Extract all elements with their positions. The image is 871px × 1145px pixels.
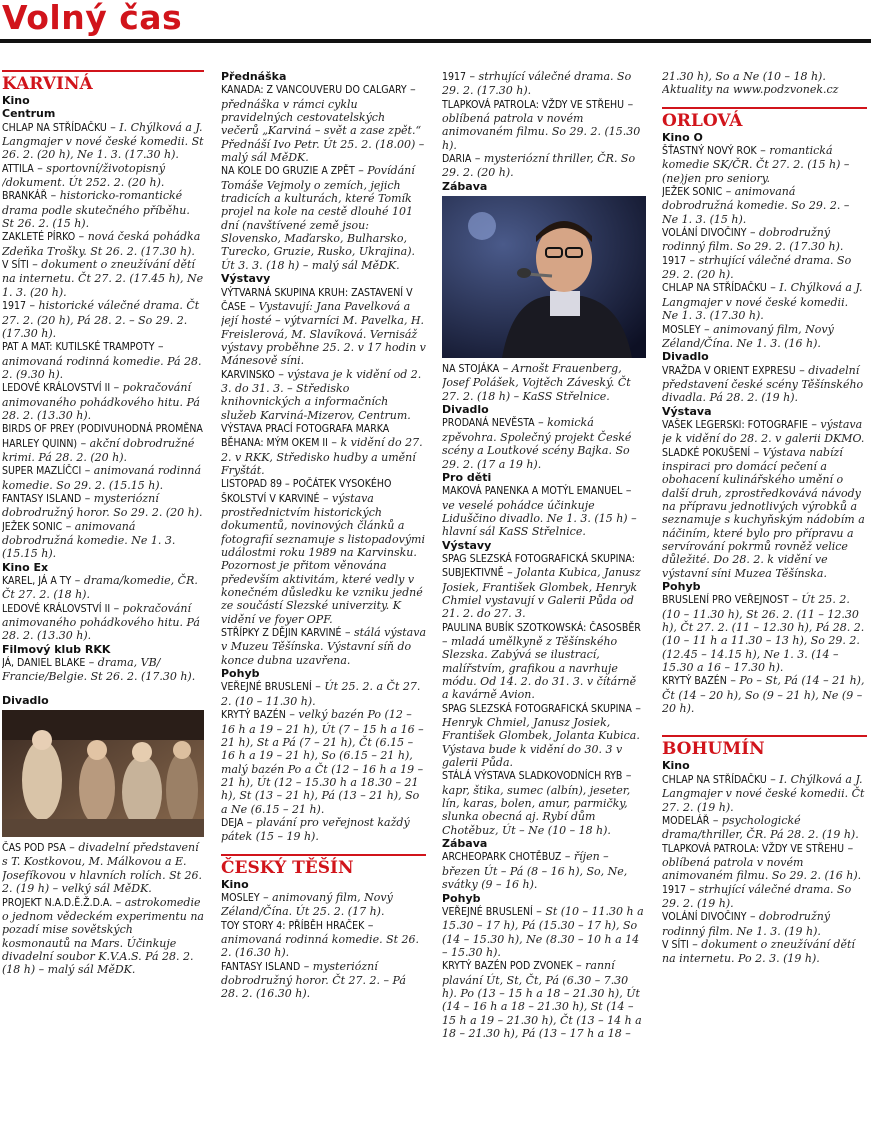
region-heading: BOHUMÍN (662, 735, 867, 759)
listing-title: FANTASY ISLAND (2, 492, 82, 505)
listing-title: ZAKLETÉ PÍRKO (2, 231, 76, 244)
header-rule (0, 39, 871, 43)
listing-desc: I. Chýlková a J. Langmajer v nové české komedii. St 26. 2. (20 h), Ne 1. 3. (17.30 h). (2, 120, 204, 162)
region-heading: ORLOVÁ (662, 107, 867, 131)
listing-desc: Jolanta Kubica, Janusz Josiek, František Glombek, Henryk Chmiel vystavují v Galerii Půda od 21. 2. do 27. 3. (442, 566, 641, 621)
listing-title: MOSLEY (221, 891, 260, 904)
listing-desc: Vystavují: Jana Pavelková a její hosté – výtvarníci M. Pavelka, H. Freislerová, M. Slavíková. Vernisáž výstavy proběhne 25. 2. v 17 hodin v Mánesově síni. (221, 299, 426, 368)
subsection-heading: Filmový klub RKK (2, 642, 111, 656)
listing-desc: drama/komedie, ČR. Čt 27. 2. (18 h). (2, 574, 198, 602)
listing-item: VÝSTAVA PRACÍ FOTOGRAFA MARKA BĚHANA: MÝM OKEM II – k vidění do 27. 2. v RKK, Středisko hudby a umění Fryštát. (221, 422, 423, 477)
listing-item: NA STOJÁKA – Arnošt Frauenberg, Josef Polášek, Vojtěch Záveský. Čt 27. 2. (18 h) – KaSS Střelnice. (442, 362, 631, 403)
listing-title: PAULINA BUBÍK SZOTKOWSKÁ: ČASOSBĚR (442, 621, 641, 634)
subsection-heading: Kino Ex (2, 560, 49, 574)
listing-desc: strhující válečné drama. So 29. 2. (20 h). (662, 253, 852, 282)
listing-desc: komická zpěvohra. Společný projekt České scény a Loutkové scény Bajka. So 29. 2. (17 a 19 h). (442, 416, 632, 471)
listing-title: NA STOJÁKA (442, 363, 500, 376)
listing-desc: I. Chýlková a J. Langmajer v nové české komedii. Čt 27. 2. (19 h). (662, 772, 865, 814)
subsection-heading: Kino (662, 759, 690, 773)
listing-item: 1917 – historické válečné drama. Čt 27. 2. (20 h), Pá 28. 2. – So 29. 2. (17.30 h). (2, 299, 200, 340)
listing-title: MOSLEY (662, 323, 701, 336)
listing-item: VEŘEJNÉ BRUSLENÍ – St (10 – 11.30 h a 15.30 – 17 h), Pá (15.30 – 17 h), So (14 – 15.30 h), Ne (8.30 – 10 h a 14 – 15.30 h). (442, 904, 644, 959)
listing-title: ŠŤASTNÝ NOVÝ ROK (662, 145, 757, 158)
listing-desc: strhující válečné drama. So 29. 2. (17.30 h). (442, 70, 632, 98)
listing-title: SUPER MAZLÍČCI (2, 465, 82, 478)
subsection-heading: Kino (221, 877, 249, 891)
listing-title: CHLAP NA STŘÍDAČKU (662, 773, 767, 786)
listing-desc: Arnošt Frauenberg, Josef Polášek, Vojtěch Záveský. Čt 27. 2. (18 h) – KaSS Střelnice. (442, 362, 631, 403)
subsection-heading: Výstavy (442, 538, 492, 552)
listing-desc: akční dobrodružné krimi. Pá 28. 2. (20 h). (2, 436, 195, 464)
listing-title: TOY STORY 4: PŘÍBĚH HRAČEK (221, 919, 365, 932)
spacer (221, 844, 426, 854)
listing-item: CHLAP NA STŘÍDAČKU – I. Chýlková a J. Langmajer v nové české komedii. Čt 27. 2. (19 h). (662, 772, 865, 814)
listing-title: ČAS POD PSA (2, 842, 66, 855)
listing-item: VÝTVARNÁ SKUPINA KRUH: ZASTAVENÍ V ČASE – Vystavují: Jana Pavelková a její hosté – výtvarníci M. Pavelka, H. Freislerová, M. Slavíková. Vernisáž výstavy proběhne 25. 2. v 17 hodin v Mánesově síni. (221, 286, 426, 368)
listing-item: PRODANÁ NEVĚSTA – komická zpěvohra. Společný projekt České scény a Loutkové scény Bajka. So 29. 2. (17 a 19 h). (442, 416, 632, 471)
listing-title: CHLAP NA STŘÍDAČKU (662, 282, 767, 295)
listing-item: DARIA – mysteriózní thriller, ČR. So 29. 2. (20 h). (442, 152, 636, 180)
listing-item: ŠŤASTNÝ NOVÝ ROK – romantická komedie SK/ČR. Čt 27. 2. (15 h) – (ne)jen pro seniory. (662, 144, 850, 185)
listing-item: PAULINA BUBÍK SZOTKOWSKÁ: ČASOSBĚR – mladá umělkyně z Těšínského Slezska. Zabývá se ilustrací, malířstvím, grafikou a navrhuje módu. Od 14. 2. do 31. 3. v čítárně a kavárně Avion. (442, 621, 641, 702)
listing-desc: animovaná rodinná komedie. Pá 28. 2. (9.30 h). (2, 354, 202, 381)
listing-item: CHLAP NA STŘÍDAČKU – I. Chýlková a J. Langmajer v nové české komedii. St 26. 2. (20 h), Ne 1. 3. (17.30 h). (2, 120, 204, 162)
theatre-photo (2, 710, 204, 837)
listing-title: MAKOVÁ PANENKA A MOTÝL EMANUEL (442, 485, 623, 498)
listing-item: KAREL, JÁ A TY – drama/komedie, ČR. Čt 27. 2. (18 h). (2, 574, 198, 602)
listing-item: FANTASY ISLAND – mysteriózní dobrodružný horor. Čt 27. 2. – Pá 28. 2. (16.30 h). (221, 959, 406, 1001)
listing-item: KANADA: Z VANCOUVERU DO CALGARY – přednáška v rámci cyklu pravidelných cestovatelských večerů „Karviná – svět a zase zpět.“ Přednáší Ivo Petr. Út 25. 2. (18.00) – malý sál MěDK. (221, 83, 425, 165)
listing-title: DEJA (221, 816, 244, 829)
listing-desc: kapr, štika, sumec (albín), jeseter, lín, karas, bolen, amur, parmičky, slunka obecná aj. Rybí dům Chotěbuz, Út – Ne (10 – 18 h). (442, 783, 631, 837)
listing-item: PROJEKT N.A.D.Ě.Ž.D.A. – astrokomedie o jednom vědeckém experimentu na pozadí mise sovětských kosmonautů na Mars. Účinkuje divadelní soubor K.V.A.S. Pá 28. 2. (18 h) – malý sál MěDK. (2, 895, 204, 977)
listing-desc: výstava prostřednictvím historických dokumentů, novinových článků a fotografií seznamuje s listopadovými událostmi roku 1989 na Karvinsku. Pozornost je přitom věnována především aktivitám, které vedly v konečném důsledku ke vzniku jedné ze součástí Slezské univerzity. K vidění ve foyer OPF. (221, 491, 425, 626)
listing-title: KANADA: Z VANCOUVERU DO CALGARY (221, 84, 407, 97)
listing-title: CHLAP NA STŘÍDAČKU (2, 121, 107, 134)
listing-title: VOLÁNÍ DIVOČINY (662, 227, 747, 240)
listing-item: BRUSLENÍ PRO VEŘEJNOST – Út 25. 2. (10 – 11.30 h), St 26. 2. (11 – 12.30 h), Čt 27. 2. (11 – 12.30 h), Pá 28. 2. (10 – 11 h a 11.30 – 13 h), So 29. 2. (12.45 – 14.15 h), Ne 1. 3. (14 – 15.30 a 16 – 17.30 h). (662, 593, 865, 675)
listing-desc: dobrodružný rodinný film. Ne 1. 3. (19 h). (662, 910, 831, 938)
listing-title: SLADKÉ POKUŠENÍ (662, 446, 751, 459)
listing-desc: I. Chýlková a J. Langmajer v nové české komedii. Ne 1. 3. (17.30 h). (662, 281, 863, 323)
listing-item: STÁLÁ VÝSTAVA SLADKOVODNÍCH RYB – kapr, štika, sumec (albín), jeseter, lín, karas, bolen, amur, parmičky, slunka obecná aj. Rybí dům Chotěbuz, Út – Ne (10 – 18 h). (442, 769, 632, 837)
listing-desc: stálá výstava v Muzeu Těšínska. Výstavní síň do konce dubna uzavřena. (221, 626, 426, 667)
listing-item: V SÍTI – dokument o zneužívání dětí na internetu. Čt 27. 2. (17.45 h), Ne 1. 3. (20 h). (2, 258, 204, 299)
listing-title: KAREL, JÁ A TY (2, 575, 72, 588)
listing-desc: oblíbená patrola v novém animovaném filmu. So 29. 2. (16 h). (662, 855, 862, 883)
subsection-heading: Výstava (662, 404, 712, 418)
listing-item: CHLAP NA STŘÍDAČKU – I. Chýlková a J. Langmajer v nové české komedii. Ne 1. 3. (17.30 h). (662, 281, 863, 323)
listing-item: SPAG SLEZSKÁ FOTOGRAFICKÁ SKUPINA – Henryk Chmiel, Janusz Josiek, František Glombek, Jolanta Kubica. Výstava bude k vidění do 30. 3 v galerii Půda. (442, 701, 641, 770)
column-4 (662, 70, 867, 1145)
listing-desc: mysteriózní dobrodružný horor. Čt 27. 2. – Pá 28. 2. (16.30 h). (221, 959, 406, 1001)
listing-desc: mladá umělkyně z Těšínského Slezska. Zabývá se ilustrací, malířstvím, grafikou a navrhuje módu. Od 14. 2. do 31. 3. v čítárně a kavárně Avion. (442, 634, 637, 702)
listing-title: KRYTÝ BAZÉN POD ZVONEK (442, 960, 573, 973)
listing-item: LEDOVÉ KRÁLOVSTVÍ II – pokračování animovaného pohádkového hitu. Pá 28. 2. (13.30 h). (2, 381, 200, 422)
listing-title: TLAPKOVÁ PATROLA: VŽDY VE STŘEHU (662, 842, 845, 855)
listing-desc: Út 25. 2. a Čt 27. 2. (10 – 11.30 h). (221, 680, 421, 708)
listing-title: NA KOLE DO GRUZIE A ZPĚT (221, 165, 355, 178)
listing-title: VÝSTAVA PRACÍ FOTOGRAFA MARKA BĚHANA: MÝM OKEM II (221, 422, 390, 450)
listing-title: JEŽEK SONIC (662, 186, 723, 199)
listing-title: JEŽEK SONIC (2, 520, 63, 533)
listing-desc: Výstava nabízí inspiraci pro domácí pečení a obohacení kulinářského umění o další druh, zprostředkovává návody na přípravu jednotlivých výrobků a seznamuje s kuchyňským nádobím a náčiním, které bylo pro přípravu a servírování pokrmů rovněž velice důležité. Do 28. 2. k vidění ve výstavní síni Muzea Těšínska. (662, 445, 865, 580)
listing-item: STŘÍPKY Z DĚJIN KARVINÉ – stálá výstava v Muzeu Těšínska. Výstavní síň do konce dubna uzavřena. (221, 626, 426, 667)
listing-item: FANTASY ISLAND – mysteriózní dobrodružný horor. So 29. 2. (20 h). (2, 491, 203, 520)
listing-item: JEŽEK SONIC – animovaná dobrodružná komedie. So 29. 2. – Ne 1. 3. (15 h). (662, 185, 850, 226)
listing-title: JÁ, DANIEL BLAKE (2, 657, 86, 670)
listing-item: KARVINSKO – výstava je k vidění od 2. 3. do 31. 3. – Středisko knihovnických a informačních služeb Karviná-Mizerov, Centrum. (221, 367, 422, 422)
listing-desc: romantická komedie SK/ČR. Čt 27. 2. (15 h) – (ne)jen pro seniory. (662, 144, 850, 185)
listing-desc: mysteriózní dobrodružný horor. So 29. 2. (20 h). (2, 491, 203, 520)
listing-title: 1917 (2, 300, 27, 313)
subsection-heading: Kino (2, 94, 30, 107)
listing-desc: astrokomedie o jednom vědeckém experimentu na pozadí mise sovětských kosmonautů na Mars. Účinkuje divadelní soubor K.V.A.S. Pá 28. 2. (18 h) – malý sál MěDK. (2, 895, 204, 977)
listing-desc: Po – St, Pá (14 – 21 h), Čt (14 – 20 h), So (9 – 21 h), Ne (9 – 20 h). (662, 674, 865, 716)
listing-item: DEJA – plavání pro veřejnost každý pátek (15 – 19 h). (221, 815, 410, 844)
listing-item: LISTOPAD 89 – POČÁTEK VYSOKÉHO ŠKOLSTVÍ V KARVINÉ – výstava prostřednictvím historických dokumentů, novinových článků a fotografií seznamuje s listopadovými událostmi roku 1989 na Karvinsku. Pozornost je přitom věnována především aktivitám, které vedly v konečném důsledku ke vzniku jedné ze součástí Slezské univerzity. K vidění ve foyer OPF. (221, 478, 425, 626)
listing-desc: říjen – březen Út – Pá (8 – 16 h), So, Ne, svátky (9 – 16 h). (442, 850, 628, 892)
subsection-heading: Pohyb (442, 891, 481, 905)
listing-desc: plavání pro veřejnost každý pátek (15 – 19 h). (221, 815, 410, 844)
listing-title: STŘÍPKY Z DĚJIN KARVINÉ (221, 627, 342, 640)
spacer (662, 715, 867, 725)
listing-title: KRYTÝ BAZÉN (221, 709, 286, 722)
listing-title: V SÍTI (2, 259, 29, 272)
listing-title: 1917 (442, 71, 467, 83)
listing-item: LEDOVÉ KRÁLOVSTVÍ II – pokračování animovaného pohádkového hitu. Pá 28. 2. (13.30 h). (2, 601, 200, 643)
listing-desc: animovaná dobrodružná komedie. Ne 1. 3. (15.15 h). (2, 519, 176, 561)
listing-item: MAKOVÁ PANENKA A MOTÝL EMANUEL – ve veselé pohádce účinkuje Liduščino divadlo. Ne 1. 3. (15 h) – hlavní sál KaSS Střelnice. (442, 484, 637, 539)
listing-item: ČAS POD PSA – divadelní představení s T. Kostkovou, M. Málkovou a E. Josefíkovou v hlavních rolích. St 26. 2. (19 h) – velký sál MěDK. (2, 841, 203, 896)
listing-desc: historicko-romantické drama podle skutečného příběhu. St 26. 2. (15 h). (2, 189, 190, 231)
listing-item: V SÍTI – dokument o zneužívání dětí na internetu. Po 2. 3. (19 h). (662, 937, 855, 966)
listing-title: BRANKÁŘ (2, 190, 48, 203)
listing-desc: velký bazén Po (12 – 16 h a 19 – 21 h), Út (7 – 15 h a 16 – 21 h), St a Pá (7 – 21 h), Čt (6.15 – 16 h a 19 – 21 h), So (6.15 – 21 h), malý bazén Po a Čt (12 – 16 h a 19 – 21 h), Út (12 – 15.30 h a 18.30 – 21 h), St (13 – 21 h), Pá (13 – 21 h), So a Ne (6.15 – 21 h). (221, 708, 424, 816)
listing-desc: divadelní představení s T. Kostkovou, M. Málkovou a E. Josefíkovou v hlavních rolích. St 26. 2. (19 h) – velký sál MěDK. (2, 841, 203, 896)
listing-title: BIRDS OF PREY (PODIVUHODNÁ PROMĚNA HARLEY QUINN) (2, 423, 203, 450)
listing-title: PRODANÁ NEVĚSTA (442, 417, 535, 430)
listing-title: FANTASY ISLAND (221, 960, 301, 973)
listing-item: 1917 – strhující válečné drama. So 29. 2. (17.30 h). (442, 70, 632, 98)
listing-title: 1917 (662, 254, 687, 267)
listing-desc: divadelní představení české scény Těšínského divadla. Pá 28. 2. (19 h). (662, 363, 864, 405)
listing-item: ARCHEOPARK CHOTĚBUZ – říjen – březen Út – Pá (8 – 16 h), So, Ne, svátky (9 – 16 h). (442, 850, 628, 892)
listing-title: STÁLÁ VÝSTAVA SLADKOVODNÍCH RYB (442, 770, 623, 783)
listing-item: TLAPKOVÁ PATROLA: VŽDY VE STŘEHU – oblíbená patrola v novém animovaném filmu. So 29. 2. (15.30 h). (442, 97, 641, 152)
listing-item: MOSLEY – animovaný film, Nový Zéland/Čína. Ne 1. 3. (16 h). (662, 322, 834, 350)
listing-desc: 21.30 h), So a Ne (10 – 18 h). Aktuality na www.podzvonek.cz (662, 70, 839, 97)
listing-item: VOLÁNÍ DIVOČINY – dobrodružný rodinný film. Ne 1. 3. (19 h). (662, 910, 831, 938)
listing-item: SUPER MAZLÍČCI – animovaná rodinná komedie. So 29. 2. (15.15 h). (2, 464, 202, 492)
listing-desc: drama, VB/ Francie/Belgie. St 26. 2. (17.30 h). (2, 656, 196, 684)
subsection-heading: Divadlo (2, 693, 49, 707)
listing-desc: pokračování animovaného pohádkového hitu. Pá 28. 2. (13.30 h). (2, 381, 200, 422)
listing-desc: dokument o zneužívání dětí na internetu. Čt 27. 2. (17.45 h), Ne 1. 3. (20 h). (2, 258, 204, 299)
subsection-heading: Pro děti (442, 470, 492, 484)
listing-desc: animovaná rodinná komedie. So 29. 2. (15.15 h). (2, 464, 202, 492)
listing-item: VRAŽDA V ORIENT EXPRESU – divadelní představení české scény Těšínského divadla. Pá 28. 2. (19 h). (662, 363, 864, 405)
listing-title: VÝTVARNÁ SKUPINA KRUH: ZASTAVENÍ V ČASE (221, 286, 413, 313)
listing-desc: pokračování animovaného pohádkového hitu. Pá 28. 2. (13.30 h). (2, 601, 200, 643)
listing-desc: strhující válečné drama. So 29. 2. (19 h). (662, 882, 852, 910)
comedian-photo (442, 196, 646, 358)
subsection-heading: Výstavy (221, 272, 271, 286)
listing-desc: animovaná rodinná komedie. St 26. 2. (16.30 h). (221, 932, 420, 960)
listing-title: SPAG SLEZSKÁ FOTOGRAFICKÁ SKUPINA: SUBJEKTIVNĚ (442, 552, 635, 580)
listing-desc: psychologické drama/thriller, ČR. Pá 28. 2. (19 h). (662, 813, 859, 842)
subsection-heading: Divadlo (662, 350, 709, 364)
subsection-heading: Zábava (442, 179, 488, 193)
region-heading: KARVINÁ (2, 70, 204, 94)
listing-item: VEŘEJNÉ BRUSLENÍ – Út 25. 2. a Čt 27. 2. (10 – 11.30 h). (221, 680, 421, 708)
listing-title: VAŠEK LEGERSKI: FOTOGRAFIE (662, 418, 808, 431)
subsection-heading: Centrum (2, 107, 56, 121)
listing-title: TLAPKOVÁ PATROLA: VŽDY VE STŘEHU (442, 98, 625, 111)
listing-title: BRUSLENÍ PRO VEŘEJNOST (662, 594, 789, 607)
listing-continuation (662, 70, 867, 97)
listing-item: TLAPKOVÁ PATROLA: VŽDY VE STŘEHU – oblíbená patrola v novém animovaném filmu. So 29. 2. (16 h). (662, 841, 862, 883)
listing-desc: historické válečné drama. Čt 27. 2. (20 h), Pá 28. 2. – So 29. 2. (17.30 h). (2, 299, 200, 340)
listing-title: LISTOPAD 89 – POČÁTEK VYSOKÉHO ŠKOLSTVÍ V KARVINÉ (221, 478, 392, 505)
listing-item: 1917 – strhující válečné drama. So 29. 2. (19 h). (662, 882, 852, 910)
listing-desc: oblíbená patrola v novém animovaném filmu. So 29. 2. (15.30 h). (442, 112, 641, 152)
listing-desc: St (10 – 11.30 h a 15.30 – 17 h), Pá (15.30 – 17 h), So (14 – 15.30 h), Ne (8.30 – 10 h a 14 – 15.30 h). (442, 904, 644, 959)
listing-item: BRANKÁŘ – historicko-romantické drama podle skutečného příběhu. St 26. 2. (15 h). (2, 189, 190, 231)
listing-desc: Út 25. 2. (10 – 11.30 h), St 26. 2. (11 – 12.30 h), Čt 27. 2. (11 – 12.30 h), Pá 28. 2. (10 – 11 h a 11.30 – 13 h), So 29. 2. (12.45 – 14.15 h), Ne 1. 3. (14 – 15.30 a 16 – 17.30 h). (662, 593, 865, 675)
subsection-heading: Pohyb (662, 580, 701, 594)
listing-desc: Povídání Tomáše Vejmoly o zemích, jejich tradicích a kulturách, které Tomík projel na kole na cestě dlouhé 101 dní (navštívené země jsou: Slovensko, Maďarsko, Bulharsko, Turecko, Gruzie, Rusko, Ukrajina). Út 3. 3. (18 h) – malý sál MěDK. (221, 164, 415, 272)
listing-title: PROJEKT N.A.D.Ě.Ž.D.A. (2, 896, 113, 909)
listing-desc: k vidění do 27. 2. v RKK, Středisko hudby a umění Fryštát. (221, 436, 423, 477)
listing-item: VOLÁNÍ DIVOČINY – dobrodružný rodinný film. So 29. 2. (17.30 h). (662, 226, 844, 254)
listing-desc: dobrodružný rodinný film. So 29. 2. (17.30 h). (662, 226, 844, 254)
listing-title: KARVINSKO (221, 368, 275, 381)
listing-title: KRYTÝ BAZÉN (662, 675, 727, 688)
listing-title: LEDOVÉ KRÁLOVSTVÍ II (2, 382, 111, 395)
listing-title: ATTILA (2, 162, 34, 175)
listing-item: JEŽEK SONIC – animovaná dobrodružná komedie. Ne 1. 3. (15.15 h). (2, 519, 176, 561)
subsection-heading: Pohyb (221, 667, 260, 681)
listing-desc: ranní plavání Út, St, Čt, Pá (6.30 – 7.30 h). Po (13 – 15 h a 18 – 21.30 h), Út (14 – 16 h a 18 – 21.30 h), St (14 – 15 h a 19 – 21.30 h), Čt (13 – 14 h a 18 – 21.30 h), Pá (13 – 17 h a 18 – (442, 959, 642, 1040)
listing-desc: nová česká pohádka Zdeňka Trošky. St 26. 2. (17.30 h). (2, 230, 201, 258)
listing-item: 1917 – strhující válečné drama. So 29. 2. (20 h). (662, 253, 852, 282)
listing-item: JÁ, DANIEL BLAKE – drama, VB/ Francie/Belgie. St 26. 2. (17.30 h). (2, 656, 196, 684)
listing-desc: animovaná dobrodružná komedie. So 29. 2. – Ne 1. 3. (15 h). (662, 185, 850, 226)
subsection-heading: Divadlo (442, 403, 489, 417)
listing-item: TOY STORY 4: PŘÍBĚH HRAČEK – animovaná rodinná komedie. St 26. 2. (16.30 h). (221, 918, 420, 960)
listing-title: VRAŽDA V ORIENT EXPRESU (662, 364, 796, 377)
listing-desc: přednáška v rámci cyklu pravidelných cestovatelských večerů „Karviná – svět a zase zpět.“ Přednáší Ivo Petr. Út 25. 2. (18.00) – malý sál MěDK. (221, 97, 425, 165)
listing-title: VEŘEJNÉ BRUSLENÍ (442, 905, 533, 918)
listing-item: MODELÁŘ – psychologické drama/thriller, ČR. Pá 28. 2. (19 h). (662, 813, 859, 842)
listing-desc: výstava je k vidění od 2. 3. do 31. 3. – Středisko knihovnických a informačních služeb Karviná-Mizerov, Centrum. (221, 367, 422, 422)
listing-item: VAŠEK LEGERSKI: FOTOGRAFIE – výstava je k vidění do 28. 2. v galerii DKMO. (662, 417, 865, 446)
listing-desc: animovaný film, Nový Zéland/Čína. Út 25. 2. (17 h). (221, 890, 393, 919)
listing-title: PAT A MAT: KUTILSKÉ TRAMPOTY (2, 341, 155, 354)
column-1 (2, 70, 204, 1145)
listing-item: SLADKÉ POKUŠENÍ – Výstava nabízí inspiraci pro domácí pečení a obohacení kulinářského umění o další druh, zprostředkovává návody na přípravu jednotlivých výrobků a seznamuje s kuchyňským nádobím a náčiním, které bylo pro přípravu a servírování pokrmů rovněž velice důležité. Do 28. 2. k vidění ve výstavní síni Muzea Těšínska. (662, 445, 865, 580)
listing-item: KRYTÝ BAZÉN – Po – St, Pá (14 – 21 h), Čt (14 – 20 h), So (9 – 21 h), Ne (9 – 20 h). (662, 674, 865, 716)
listing-item: PAT A MAT: KUTILSKÉ TRAMPOTY – animovaná rodinná komedie. Pá 28. 2. (9.30 h). (2, 340, 202, 381)
listing-title: V SÍTI (662, 938, 689, 951)
spacer (662, 97, 867, 107)
listing-item: KRYTÝ BAZÉN POD ZVONEK – ranní plavání Út, St, Čt, Pá (6.30 – 7.30 h). Po (13 – 15 h a 18 – 21.30 h), Út (14 – 16 h a 18 – 21.30 h), St (14 – 15 h a 19 – 21.30 h), Čt (13 – 14 h a 18 – 21.30 h), Pá (13 – 17 h a 18 – (442, 959, 642, 1040)
section-title: Volný čas (2, 0, 183, 37)
listing-title: LEDOVÉ KRÁLOVSTVÍ II (2, 602, 111, 615)
listing-item: BIRDS OF PREY (PODIVUHODNÁ PROMĚNA HARLEY QUINN) – akční dobrodružné krimi. Pá 28. 2. (20 h). (2, 423, 203, 464)
listing-item: ATTILA – sportovní/životopisný /dokument. Út 252. 2. (20 h). (2, 161, 166, 190)
listing-desc: animovaný film, Nový Zéland/Čína. Ne 1. 3. (16 h). (662, 322, 834, 350)
region-heading: ČESKÝ TĚŠÍN (221, 854, 426, 878)
listing-desc: sportovní/životopisný /dokument. Út 252. 2. (20 h). (2, 161, 166, 190)
listing-desc: ve veselé pohádce účinkuje Liduščino divadlo. Ne 1. 3. (15 h) – hlavní sál KaSS Střelnice. (442, 498, 637, 539)
listing-title: DARIA (442, 153, 472, 166)
listing-title: ARCHEOPARK CHOTĚBUZ (442, 851, 562, 864)
column-2 (221, 70, 426, 1145)
listing-item: KRYTÝ BAZÉN – velký bazén Po (12 – 16 h a 19 – 21 h), Út (7 – 15 h a 16 – 21 h), St a Pá (7 – 21 h), Čt (6.15 – 16 h a 19 – 21 h), So (6.15 – 21 h), malý bazén Po a Čt (12 – 16 h a 19 – 21 h), Út (12 – 15.30 h a 18.30 – 21 h), St (13 – 21 h), Pá (13 – 21 h), So a Ne (6.15 – 21 h). (221, 708, 424, 816)
page-header (0, 0, 871, 46)
listing-desc: dokument o zneužívání dětí na internetu. Po 2. 3. (19 h). (662, 937, 855, 966)
listing-title: SPAG SLEZSKÁ FOTOGRAFICKÁ SKUPINA (442, 702, 632, 715)
listing-item: SPAG SLEZSKÁ FOTOGRAFICKÁ SKUPINA: SUBJEKTIVNĚ – Jolanta Kubica, Janusz Josiek, František Glombek, Henryk Chmiel vystavují v Galerii Půda od 21. 2. do 27. 3. (442, 552, 641, 621)
spacer (2, 684, 204, 694)
subsection-heading: Kino O (662, 130, 703, 144)
listing-desc: Henryk Chmiel, Janusz Josiek, František Glombek, Jolanta Kubica. Výstava bude k vidění do 30. 3 v galerii Půda. (442, 716, 640, 770)
column-3 (442, 70, 646, 1145)
listing-title: MODELÁŘ (662, 814, 710, 827)
subsection-heading: Zábava (442, 837, 488, 851)
listing-desc: výstava je k vidění do 28. 2. v galerii DKMO. (662, 417, 865, 446)
listing-title: VOLÁNÍ DIVOČINY (662, 911, 747, 924)
listing-title: 1917 (662, 883, 687, 896)
listing-item: ZAKLETÉ PÍRKO – nová česká pohádka Zdeňka Trošky. St 26. 2. (17.30 h). (2, 230, 201, 258)
listing-item: NA KOLE DO GRUZIE A ZPĚT – Povídání Tomáše Vejmoly o zemích, jejich tradicích a kulturách, které Tomík projel na kole na cestě dlouhé 101 dní (navštívené země jsou: Slovensko, Maďarsko, Bulharsko, Turecko, Gruzie, Rusko, Ukrajina). Út 3. 3. (18 h) – malý sál MěDK. (221, 164, 415, 272)
listing-desc: mysteriózní thriller, ČR. So 29. 2. (20 h). (442, 152, 636, 180)
spacer (662, 725, 867, 735)
listing-title: VEŘEJNÉ BRUSLENÍ (221, 681, 312, 694)
listing-item: MOSLEY – animovaný film, Nový Zéland/Čína. Út 25. 2. (17 h). (221, 890, 393, 919)
subsection-heading: Přednáška (221, 70, 287, 83)
